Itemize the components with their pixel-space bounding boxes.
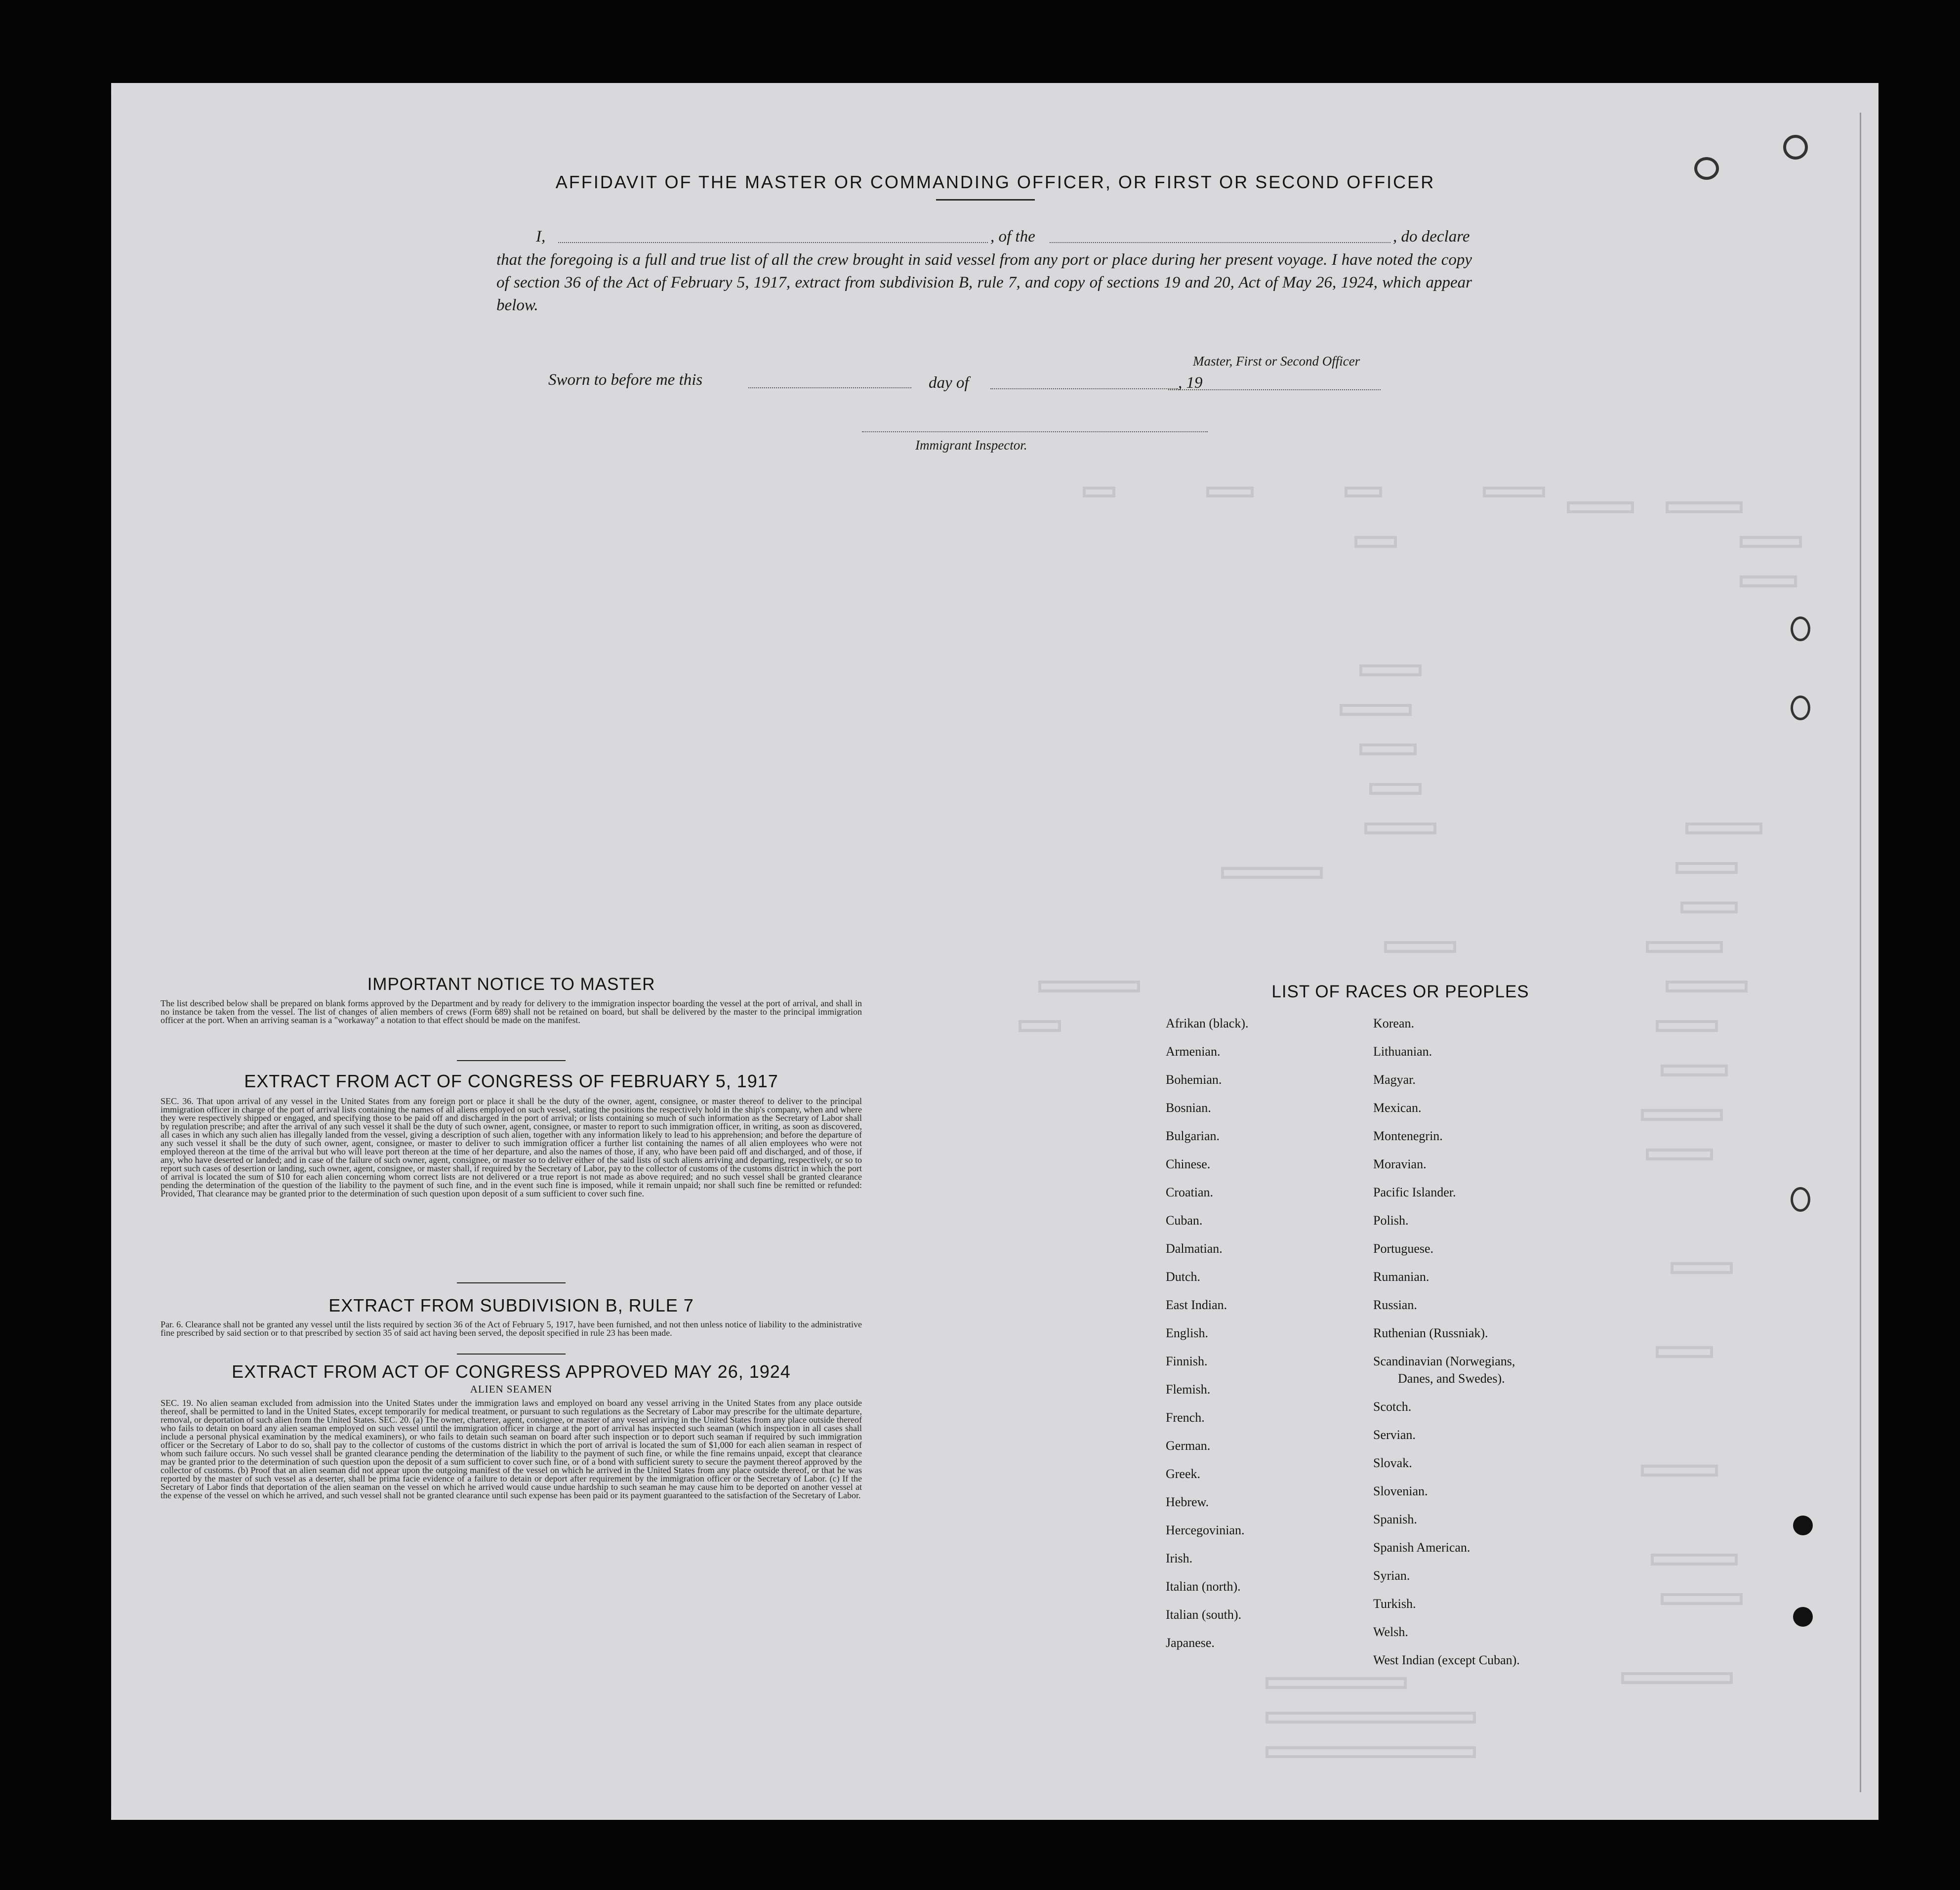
race-item: Dutch. <box>1166 1270 1201 1284</box>
punch-hole <box>1791 1187 1810 1212</box>
race-item: Danes, and Swedes). <box>1398 1371 1505 1386</box>
race-item: Magyar. <box>1373 1072 1416 1087</box>
race-item: Flemish. <box>1166 1382 1211 1397</box>
extract-1917-heading: EXTRACT FROM ACT OF CONGRESS OF FEBRUARY 5, 1917 <box>244 1071 778 1091</box>
alien-seamen-subheading: ALIEN SEAMEN <box>470 1383 553 1395</box>
punch-hole <box>1791 696 1810 720</box>
race-item: Spanish. <box>1373 1512 1417 1526</box>
sworn-month-line[interactable] <box>990 388 1178 389</box>
punch-hole <box>1793 1516 1813 1535</box>
extract-1924-heading: EXTRACT FROM ACT OF CONGRESS APPROVED MAY 26, 1924 <box>232 1361 791 1382</box>
rule7-heading: EXTRACT FROM SUBDIVISION B, RULE 7 <box>328 1295 694 1315</box>
race-item: Bosnian. <box>1166 1101 1211 1115</box>
race-item: French. <box>1166 1410 1205 1425</box>
punch-hole <box>1793 1607 1813 1627</box>
punch-hole <box>1783 135 1808 160</box>
declaration-suffix: , do declare <box>1393 228 1470 246</box>
page-edge <box>1860 113 1861 1792</box>
race-item: Polish. <box>1373 1213 1409 1228</box>
race-item: Irish. <box>1166 1551 1193 1565</box>
inspector-signature-line[interactable] <box>862 431 1208 432</box>
race-item: Russian. <box>1373 1298 1417 1312</box>
race-item: Slovak. <box>1373 1456 1412 1470</box>
sworn-year-label: , 19 <box>1178 374 1203 392</box>
race-item: Mexican. <box>1373 1101 1422 1115</box>
race-item: Lithuanian. <box>1373 1044 1432 1059</box>
races-right-column <box>1373 1009 1520 1674</box>
declarant-name-line[interactable] <box>558 242 988 243</box>
race-item: Ruthenian (Russniak). <box>1373 1326 1488 1340</box>
vessel-name-line[interactable] <box>1050 242 1390 243</box>
rule7-divider <box>457 1354 566 1355</box>
race-item: Afrikan (black). <box>1166 1016 1249 1030</box>
race-item: Pacific Islander. <box>1373 1185 1456 1199</box>
notice-heading: IMPORTANT NOTICE TO MASTER <box>367 975 655 994</box>
race-item: Hebrew. <box>1166 1495 1209 1509</box>
race-item: Servian. <box>1373 1428 1416 1442</box>
inspector-label: Immigrant Inspector. <box>915 438 1027 452</box>
punch-hole <box>1694 157 1719 180</box>
race-item: Chinese. <box>1166 1157 1211 1171</box>
race-item: Croatian. <box>1166 1185 1214 1199</box>
race-item: Korean. <box>1373 1016 1415 1030</box>
bleed-through-background <box>111 83 1878 1820</box>
races-heading: LIST OF RACES OR PEOPLES <box>1271 982 1529 1001</box>
race-item: Moravian. <box>1373 1157 1427 1171</box>
punch-hole <box>1791 616 1810 641</box>
race-item: English. <box>1166 1326 1208 1340</box>
declaration-body: that the foregoing is a full and true list of all the crew brought in said vessel from any port or place during her present voyage. I have noted the copy of section 36 of the Act of February 5, 1917, extract from subdivision B, rule 7, and copy of sections 19 and 20, Act of May 26, 1924, which appear below. <box>496 251 1472 314</box>
race-item: East Indian. <box>1166 1298 1227 1312</box>
race-item: Cuban. <box>1166 1213 1203 1228</box>
race-item: Japanese. <box>1166 1636 1215 1650</box>
race-item: Scandinavian (Norwegians, <box>1373 1354 1515 1368</box>
race-item: Portuguese. <box>1373 1241 1434 1256</box>
race-item: German. <box>1166 1438 1211 1453</box>
extract-1924-text: SEC. 19. No alien seaman excluded from admission into the United States under the immigration laws and employed on board any vessel arriving in the United States from any place outside thereof, shall be permitted to land in the United States, except temporarily for medical treatment, or pursuant to such regulations as the Secretary of Labor may prescribe for the ultimate departure, removal, or deportation of such alien from the United States. SEC. 20. (a) The owner, charterer, agent, consignee, or master of any vessel arriving in the United States from any place outside thereof who fails to detain on board any alien seaman employed on such vessel until the immigration officer in charge at the port of arrival has inspected such seaman (which inspection in all cases shall include a personal physical examination by the medical examiners), or who fails to detain such seaman on board after such inspection or to deport such seaman if required by such immigration officer or the Secretary of Labor to do so, shall pay to the collector of customs of the customs district in which the port of arrival is located the sum of $1,000 for each alien seaman in respect of whom such failure occurs. No such vessel shall be granted clearance pending the determination of the liability to the payment of such fine, or while the fine remains unpaid, except that clearance may be granted prior to the determination of such question upon the deposit of a sum sufficient to cover such fine, or of a bond with sufficient surety to secure the payment thereof approved by the collector of customs. (b) Proof that an alien seaman did not appear upon the outgoing manifest of the vessel on which he arrived in the United States from any place outside thereof, or that he was reported by the master of such vessel as a deserter, shall be prima facie evidence of a failure to detain or deport after requirement by the immigration officer or the Secretary of Labor. (c) If the Secretary of Labor finds that deportation of the alien seaman on the vessel on which he arrived would cause undue hardship to such seaman he may cause him to be deported on another vessel at the expense of the vessel on which he arrived, and such vessel shall not be granted clearance until such expense has been paid or its payment guaranteed to the satisfaction of the Secretary of Labor. <box>161 1398 862 1500</box>
notice-text: The list described below shall be prepared on blank forms approved by the Department and by ready for delivery to the immigration inspector boarding the vessel at the port of arrival, and shall in no instance be taken from the vessel. The list of changes of alien members of crews (Form 689) shall not be retained on board, but shall be delivered by the master to the principal immigration officer at the port. When an arriving seaman is a "workaway" a notation to that effect should be made on the manifest. <box>161 998 862 1025</box>
race-item: Armenian. <box>1166 1044 1221 1059</box>
declaration-prefix: I, <box>536 228 546 246</box>
title-underline <box>936 199 1035 201</box>
notice-divider <box>457 1060 566 1061</box>
race-item: Scotch. <box>1373 1399 1412 1414</box>
sworn-prefix: Sworn to before me this <box>548 371 703 389</box>
sworn-day-line[interactable] <box>748 387 911 388</box>
races-left-column <box>1166 1009 1248 1657</box>
declaration-mid: , of the <box>990 228 1035 246</box>
race-item: Montenegrin. <box>1373 1129 1443 1143</box>
race-item: Bulgarian. <box>1166 1129 1220 1143</box>
master-officer-label: Master, First or Second Officer <box>1193 354 1360 369</box>
race-item: Turkish. <box>1373 1597 1416 1611</box>
sworn-day-label: day of <box>929 374 969 392</box>
affidavit-title: AFFIDAVIT OF THE MASTER OR COMMANDING OFFICER, OR FIRST OR SECOND OFFICER <box>555 172 1435 192</box>
race-item: Finnish. <box>1166 1354 1208 1368</box>
race-item: Bohemian. <box>1166 1072 1222 1087</box>
race-item: Welsh. <box>1373 1625 1408 1639</box>
race-item: West Indian (except Cuban). <box>1373 1653 1520 1667</box>
rule7-text: Par. 6. Clearance shall not be granted any vessel until the lists required by section 36 of the Act of February 5, 1917, have been furnished, and not then unless notice of liability to the administrative fine prescribed by said section or to that prescribed by section 35 of said act having been served, the deposit specified in rule 23 has been made. <box>161 1319 862 1338</box>
race-item: Slovenian. <box>1373 1484 1428 1498</box>
document-page <box>111 83 1878 1820</box>
race-item: Syrian. <box>1373 1568 1410 1583</box>
race-item: Rumanian. <box>1373 1270 1429 1284</box>
race-item: Italian (north). <box>1166 1579 1241 1594</box>
race-item: Greek. <box>1166 1467 1201 1481</box>
race-item: Dalmatian. <box>1166 1241 1223 1256</box>
extract-1917-divider <box>457 1282 566 1283</box>
race-item: Spanish American. <box>1373 1540 1470 1555</box>
race-item: Hercegovinian. <box>1166 1523 1245 1537</box>
extract-1917-text: SEC. 36. That upon arrival of any vessel in the United States from any foreign port or place it shall be the duty of the owner, agent, consignee, or master thereof to deliver to the principal immigration officer in charge of the port of arrival lists containing the names of all aliens employed on such vessel, stating the positions the respectively hold in the ship's company, when and where they were respectively shipped or engaged, and specifying those to be paid off and discharged in the port of arrival; or lists containing so much of such information as the Secretary of Labor shall by regulation prescribe; and after the arrival of any such vessel it shall be the duty of such owner, agent, consignee, or master to report to such immigration officer, in writing, as soon as discovered, all cases in which any such alien has illegally landed from the vessel, giving a description of such alien, together with any information likely to lead to his apprehension; and before the departure of any such vessel it shall be the duty of such owner, agent, consignee, or master to deliver to such immigration officer a further list containing the names of all alien employees who were not employed thereon at the time of the arrival but who will leave port thereon at the time of her departure, and also the names of those, if any, who have been paid off and discharged, and of those, if any, who have deserted or landed; and in case of the failure of such owner, agent, consignee, or master so to deliver either of the said lists of such aliens arriving and departing, respectively, or so to report such cases of desertion or landing, such owner, agent, consignee, or master shall, if required by the Secretary of Labor, pay to the collector of customs of the customs district in which the port of arrival is located the sum of $10 for each alien concerning whom correct lists are not delivered or a true report is not made as above required; and no such vessel shall be granted clearance pending the determination of the question of the liability to the payment of such fine, and in the event such fine is imposed, while it remain unpaid; nor shall such fine be remitted or refunded: Provided, That clearance may be granted prior to the determination of such question upon deposit of a sum sufficient to cover such fine. <box>161 1096 862 1198</box>
race-item: Italian (south). <box>1166 1607 1242 1622</box>
